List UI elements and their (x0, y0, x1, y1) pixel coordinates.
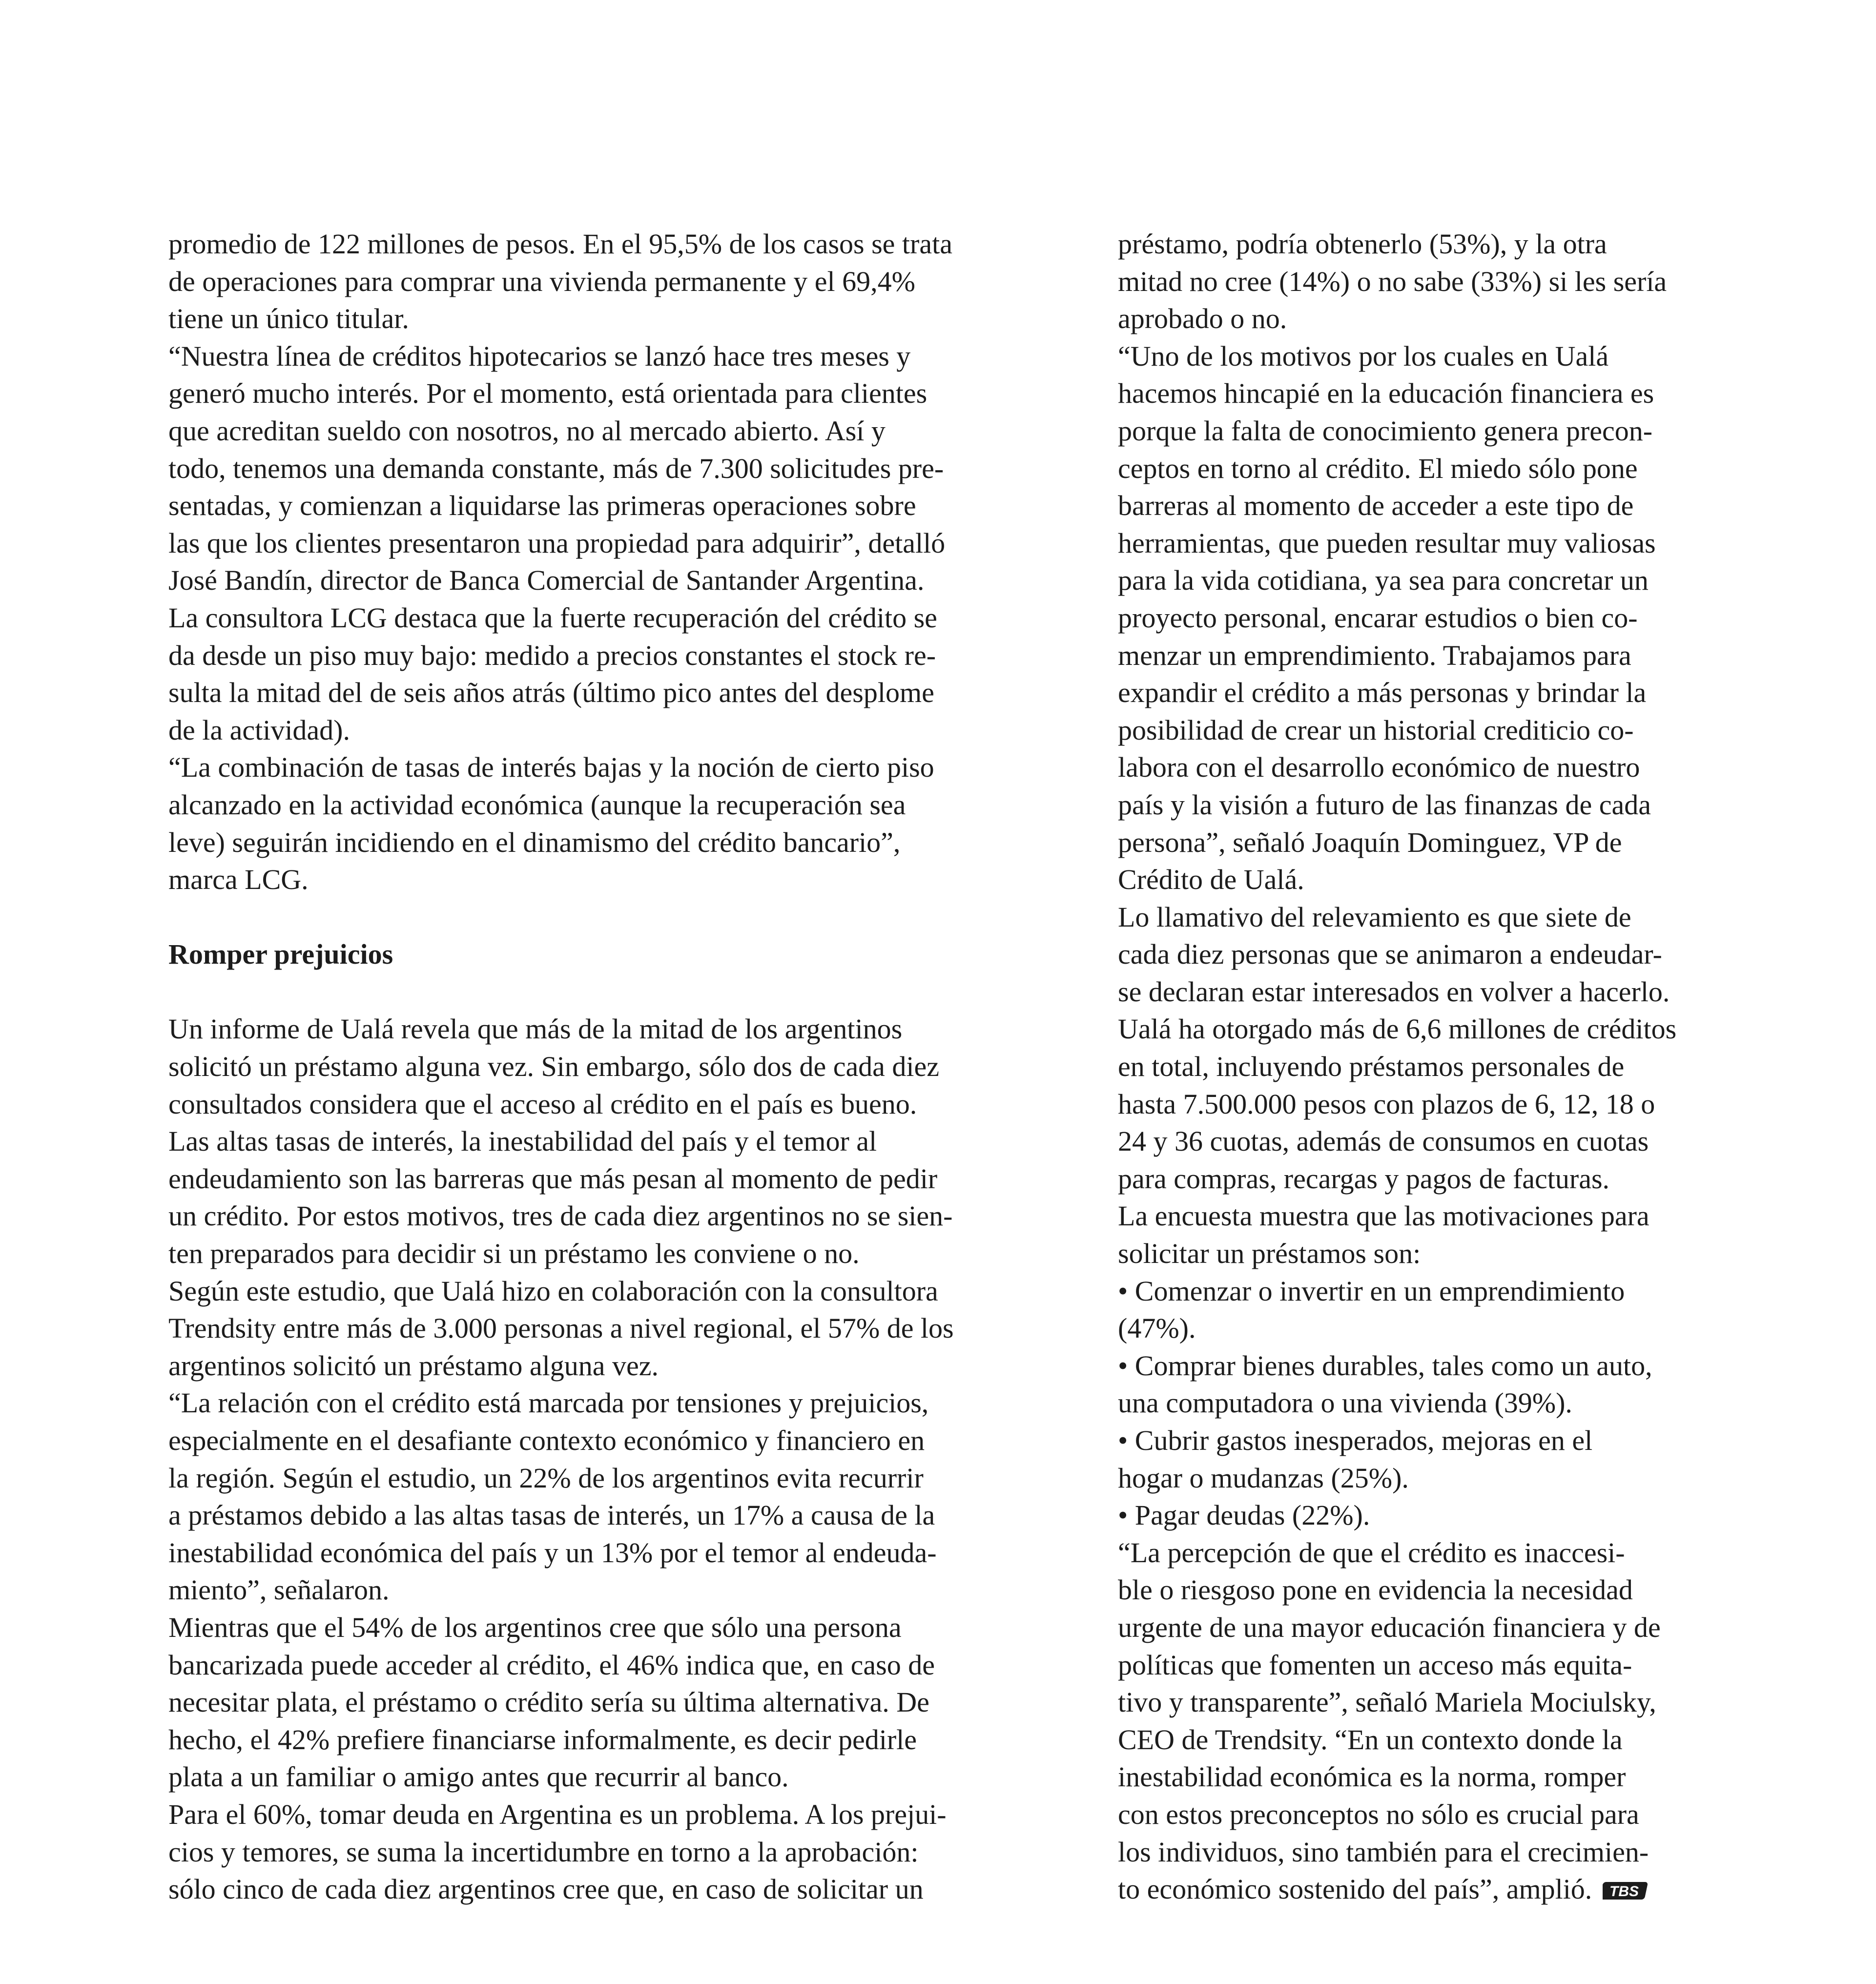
text-line: porque la falta de conocimiento genera precon- (1118, 414, 1653, 447)
text-line: hacemos hincapié en la educación financiera es (1118, 377, 1654, 410)
text-line: con estos preconceptos no sólo es crucial para (1118, 1798, 1639, 1830)
text-line: urgente de una mayor educación financiera y de (1118, 1611, 1661, 1643)
left-text-column (168, 226, 1042, 1908)
text-line: país y la visión a futuro de las finanzas de cada (1118, 788, 1651, 821)
text-line: plata a un familiar o amigo antes que recurrir al banco. (168, 1761, 789, 1793)
text-line: para la vida cotidiana, ya sea para concretar un (1118, 564, 1649, 597)
text-line: 24 y 36 cuotas, además de consumos en cuotas (1118, 1125, 1649, 1157)
text-line: posibilidad de crear un historial crediticio co- (1118, 714, 1634, 746)
text-line: inestabilidad económica es la norma, romper (1118, 1761, 1626, 1793)
text-line: “Uno de los motivos por los cuales en Ualá (1118, 340, 1609, 372)
text-line: un crédito. Por estos motivos, tres de cada diez argentinos no se sien- (168, 1200, 953, 1232)
text-line: “La combinación de tasas de interés bajas y la noción de cierto piso (168, 751, 934, 784)
right-text-column (1118, 226, 1728, 1908)
text-line: bancarizada puede acceder al crédito, el 46% indica que, en caso de (168, 1649, 935, 1681)
text-line: argentinos solicitó un préstamo alguna vez. (168, 1349, 659, 1382)
text-line: persona”, señaló Joaquín Dominguez, VP de (1118, 826, 1622, 858)
text-line: Según este estudio, que Ualá hizo en colaboración con la consultora (168, 1275, 938, 1307)
paragraph-gap (168, 899, 1042, 936)
magazine-end-logo (1603, 1880, 1649, 1901)
text-line: que acreditan sueldo con nosotros, no al mercado abierto. Así y (168, 414, 886, 447)
text-line: to económico sostenido del país”, amplió. TBS (1118, 1871, 1728, 1908)
text-line: alcanzado en la actividad económica (aunque la recuperación sea (168, 788, 906, 821)
text-line: aprobado o no. (1118, 303, 1287, 335)
text-line: • Pagar deudas (22%). (1118, 1499, 1370, 1531)
text-line: generó mucho interés. Por el momento, está orientada para clientes (168, 377, 928, 410)
text-line: solicitar un préstamos son: (1118, 1238, 1421, 1270)
text-line: menzar un emprendimiento. Trabajamos para (1118, 639, 1631, 671)
text-line: Para el 60%, tomar deuda en Argentina es un problema. A los prejui- (168, 1798, 947, 1830)
text-line: barreras al momento de acceder a este tipo de (1118, 490, 1634, 522)
text-line: inestabilidad económica del país y un 13% por el temor al endeuda- (168, 1536, 937, 1569)
text-line: cada diez personas que se animaron a endeudar- (1118, 938, 1662, 971)
text-line: labora con el desarrollo económico de nuestro (1118, 751, 1640, 784)
text-line: marca LCG. (168, 864, 309, 896)
text-line: la región. Según el estudio, un 22% de los argentinos evita recurrir (168, 1462, 924, 1494)
text-line: en total, incluyendo préstamos personales de (1118, 1051, 1625, 1083)
text-line: “Nuestra línea de créditos hipotecarios se lanzó hace tres meses y (168, 340, 911, 372)
text-line: mitad no cree (14%) o no sabe (33%) si les sería (1118, 265, 1667, 297)
text-line: consultados considera que el acceso al crédito en el país es bueno. (168, 1088, 917, 1120)
text-line: todo, tenemos una demanda constante, más de 7.300 solicitudes pre- (168, 452, 944, 484)
paragraph-gap (168, 973, 1042, 1011)
text-line: necesitar plata, el préstamo o crédito sería su última alternativa. De (168, 1686, 929, 1718)
text-line: ceptos en torno al crédito. El miedo sólo pone (1118, 452, 1638, 484)
text-line: a préstamos debido a las altas tasas de interés, un 17% a causa de la (168, 1499, 935, 1531)
text-line: sentadas, y comienzan a liquidarse las primeras operaciones sobre (168, 490, 916, 522)
text-line: “La percepción de que el crédito es inaccesi- (1118, 1536, 1625, 1569)
text-line: hecho, el 42% prefiere financiarse informalmente, es decir pedirle (168, 1723, 917, 1756)
text-line: endeudamiento son las barreras que más pesan al momento de pedir (168, 1162, 938, 1195)
text-line: Ualá ha otorgado más de 6,6 millones de créditos (1118, 1013, 1677, 1045)
text-line: las que los clientes presentaron una propiedad para adquirir”, detalló (168, 527, 946, 559)
text-line: Mientras que el 54% de los argentinos cree que sólo una persona (168, 1611, 902, 1643)
logo-text: TBS (1609, 1883, 1639, 1900)
text-line: Las altas tasas de interés, la inestabilidad del país y el temor al (168, 1125, 877, 1157)
text-line: La encuesta muestra que las motivaciones para (1118, 1200, 1649, 1232)
text-line: tiene un único titular. (168, 303, 409, 335)
text-line: sólo cinco de cada diez argentinos cree que, en caso de solicitar un (168, 1873, 924, 1905)
text-line: promedio de 122 millones de pesos. En el 95,5% de los casos se trata (168, 228, 952, 260)
text-line: Trendsity entre más de 3.000 personas a nivel regional, el 57% de los (168, 1312, 954, 1344)
text-line: especialmente en el desafiante contexto económico y financiero en (168, 1425, 925, 1456)
text-line: (47%). (1118, 1312, 1196, 1344)
text-line: Un informe de Ualá revela que más de la mitad de los argentinos (168, 1013, 903, 1045)
text-line: hogar o mudanzas (25%). (1118, 1462, 1409, 1494)
text-line: ble o riesgoso pone en evidencia la necesidad (1118, 1574, 1633, 1606)
text-line: proyecto personal, encarar estudios o bien co- (1118, 601, 1638, 634)
text-line: herramientas, que pueden resultar muy valiosas (1118, 527, 1656, 559)
text-line: de la actividad). (168, 714, 350, 746)
text-line: CEO de Trendsity. “En un contexto donde la (1118, 1723, 1623, 1756)
text-line: tivo y transparente”, señaló Mariela Mociulsky, (1118, 1686, 1656, 1718)
text-line: expandir el crédito a más personas y brindar la (1118, 677, 1647, 709)
text-line: préstamo, podría obtenerlo (53%), y la otra (1118, 228, 1607, 260)
text-line: miento”, señalaron. (168, 1574, 390, 1606)
text-line: • Comenzar o invertir en un emprendimiento (1118, 1275, 1625, 1307)
text-line: leve) seguirán incidiendo en el dinamismo del crédito bancario”, (168, 826, 901, 858)
text-line: Lo llamativo del relevamiento es que siete de (1118, 901, 1631, 933)
text-line: solicitó un préstamo alguna vez. Sin embargo, sólo dos de cada diez (168, 1051, 940, 1083)
text-line: para compras, recargas y pagos de facturas. (1118, 1162, 1610, 1195)
text-line: una computadora o una vivienda (39%). (1118, 1387, 1572, 1419)
text-line: • Cubrir gastos inesperados, mejoras en el (1118, 1425, 1593, 1456)
text-line: da desde un piso muy bajo: medido a precios constantes el stock re- (168, 639, 936, 671)
text-line: Crédito de Ualá. (1118, 864, 1304, 896)
text-line: cios y temores, se suma la incertidumbre en torno a la aprobación: (168, 1836, 919, 1868)
text-line: José Bandín, director de Banca Comercial de Santander Argentina. (168, 564, 925, 597)
text-line: de operaciones para comprar una vivienda permanente y el 69,4% (168, 265, 915, 297)
text-line: sulta la mitad del de seis años atrás (último pico antes del desplome (168, 677, 934, 709)
text-line: se declaran estar interesados en volver a hacerlo. (1118, 975, 1670, 1008)
text-line: ten preparados para decidir si un préstamo les conviene o no. (168, 1238, 860, 1270)
text-line: “La relación con el crédito está marcada por tensiones y prejuicios, (168, 1387, 929, 1419)
text-line: La consultora LCG destaca que la fuerte recuperación del crédito se (168, 601, 937, 634)
text-line: • Comprar bienes durables, tales como un auto, (1118, 1349, 1652, 1382)
text-line: hasta 7.500.000 pesos con plazos de 6, 12, 18 o (1118, 1088, 1655, 1120)
section-heading: Romper prejuicios (168, 938, 393, 971)
text-line: políticas que fomenten un acceso más equita- (1118, 1649, 1632, 1681)
text-line: los individuos, sino también para el crecimien- (1118, 1836, 1649, 1868)
